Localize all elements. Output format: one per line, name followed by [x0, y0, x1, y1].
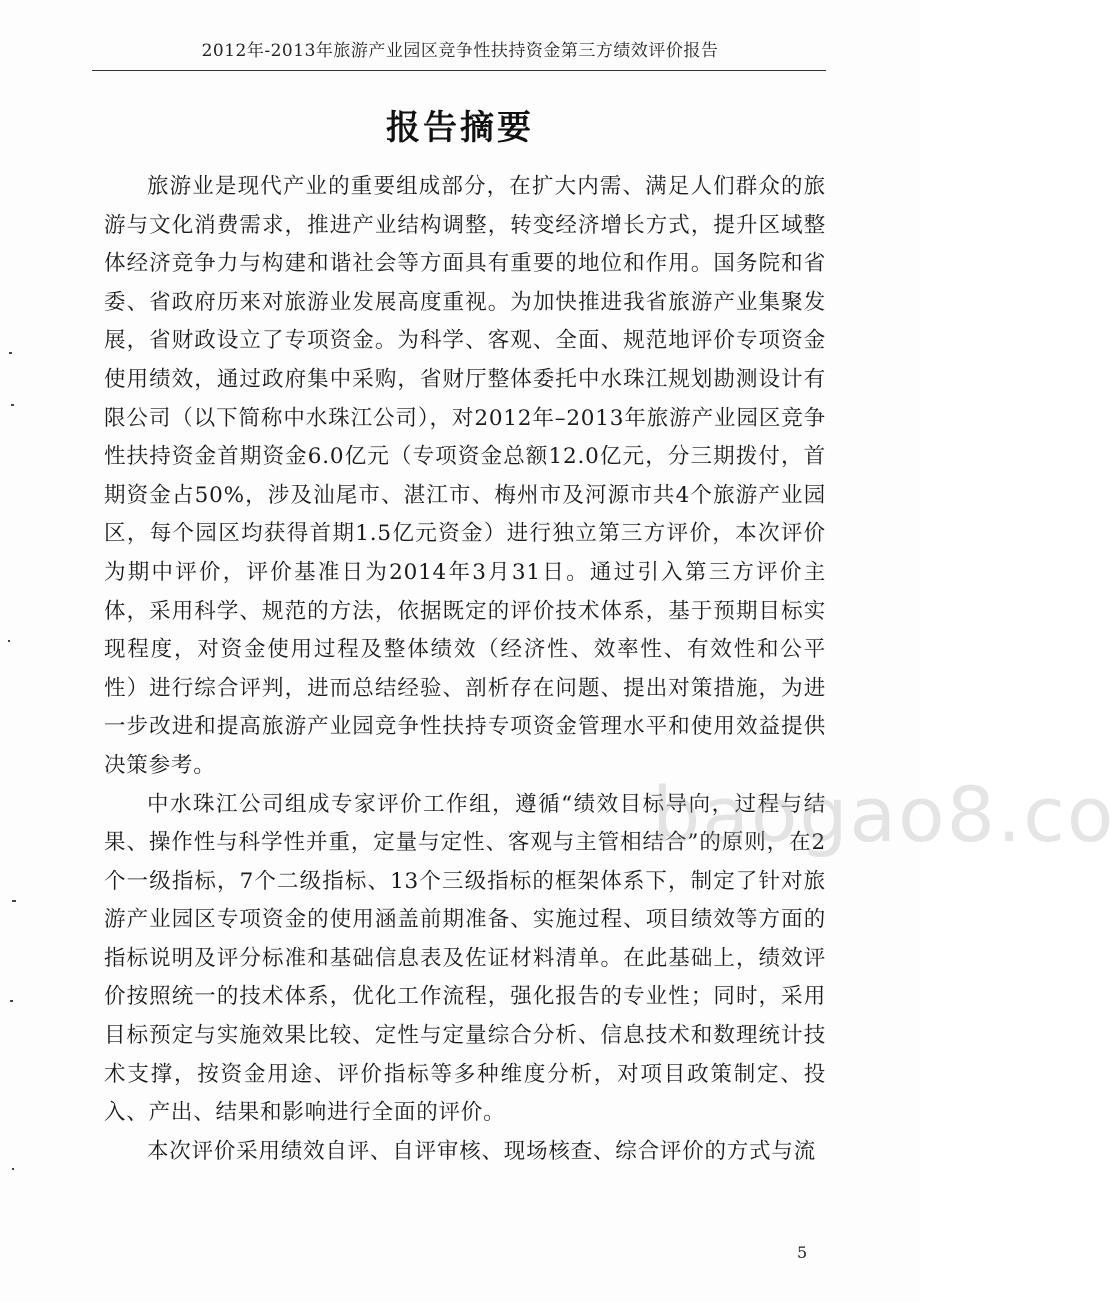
scan-speck	[11, 404, 14, 406]
scan-speck	[8, 640, 10, 642]
paragraph: 本次评价采用绩效自评、自评审核、现场核查、综合评价的方式与流	[147, 1138, 817, 1164]
scan-speck	[12, 1168, 14, 1170]
body-text	[104, 168, 826, 1171]
scan-speck	[9, 352, 12, 354]
page-title: 报告摘要	[386, 108, 534, 148]
scan-speck	[10, 1000, 13, 1002]
scan-speck	[12, 900, 16, 902]
page-number: 5	[797, 1243, 808, 1262]
watermark: baogao8.co	[652, 770, 1115, 859]
paragraph: 中水珠江公司组成专家评价工作组，遵循“绩效目标导向，过程与结果、操作性与科学性并重，定量与定性、客观与主管相结合”的原则，在2个一级指标，7个二级指标、13个三级指标的框架体系下，制定了针对旅游产业园区专项资金的使用涵盖前期准备、实施过程、项目绩效等方面的指标说明及评分标准和基础信息表及佐证材料清单。在此基础上，绩效评价按照统一的技术体系，优化工作流程，强化报告的专业性；同时，采用目标预定与实施效果比较、定性与定量综合分析、信息技术和数理统计技术支撑，按资金用途、评价指标等多种维度分析，对项目政策制定、投入、产出、结果和影响进行全面的评价。	[104, 791, 826, 1126]
running-header: 2012年-2013年旅游产业园区竞争性扶持资金第三方绩效评价报告	[201, 41, 719, 61]
header-divider	[92, 70, 826, 71]
paragraph: 旅游业是现代产业的重要组成部分，在扩大内需、满足人们群众的旅游与文化消费需求，推进产业结构调整，转变经济增长方式，提升区域整体经济竞争力与构建和谐社会等方面具有重要的地位和作用。国务院和省委、省政府历来对旅游业发展高度重视。为加快推进我省旅游产业集聚发展，省财政设立了专项资金。为科学、客观、全面、规范地评价专项资金使用绩效，通过政府集中采购，省财厅整体委托中水珠江规划勘测设计有限公司（以下简称中水珠江公司），对2012年–2013年旅游产业园区竞争性扶持资金首期资金6.0亿元（专项资金总额12.0亿元，分三期拨付，首期资金占50%，涉及汕尾市、湛江市、梅州市及河源市共4个旅游产业园区，每个园区均获得首期1.5亿元资金）进行独立第三方评价，本次评价为期中评价，评价基准日为2014年3月31日。通过引入第三方评价主体，采用科学、规范的方法，依据既定的评价技术体系，基于预期目标实现程度，对资金使用过程及整体绩效（经济性、效率性、有效性和公平性）进行综合评判，进而总结经验、剖析存在问题、提出对策措施，为进一步改进和提高旅游产业园竞争性扶持专项资金管理水平和使用效益提供决策参考。	[104, 174, 826, 778]
